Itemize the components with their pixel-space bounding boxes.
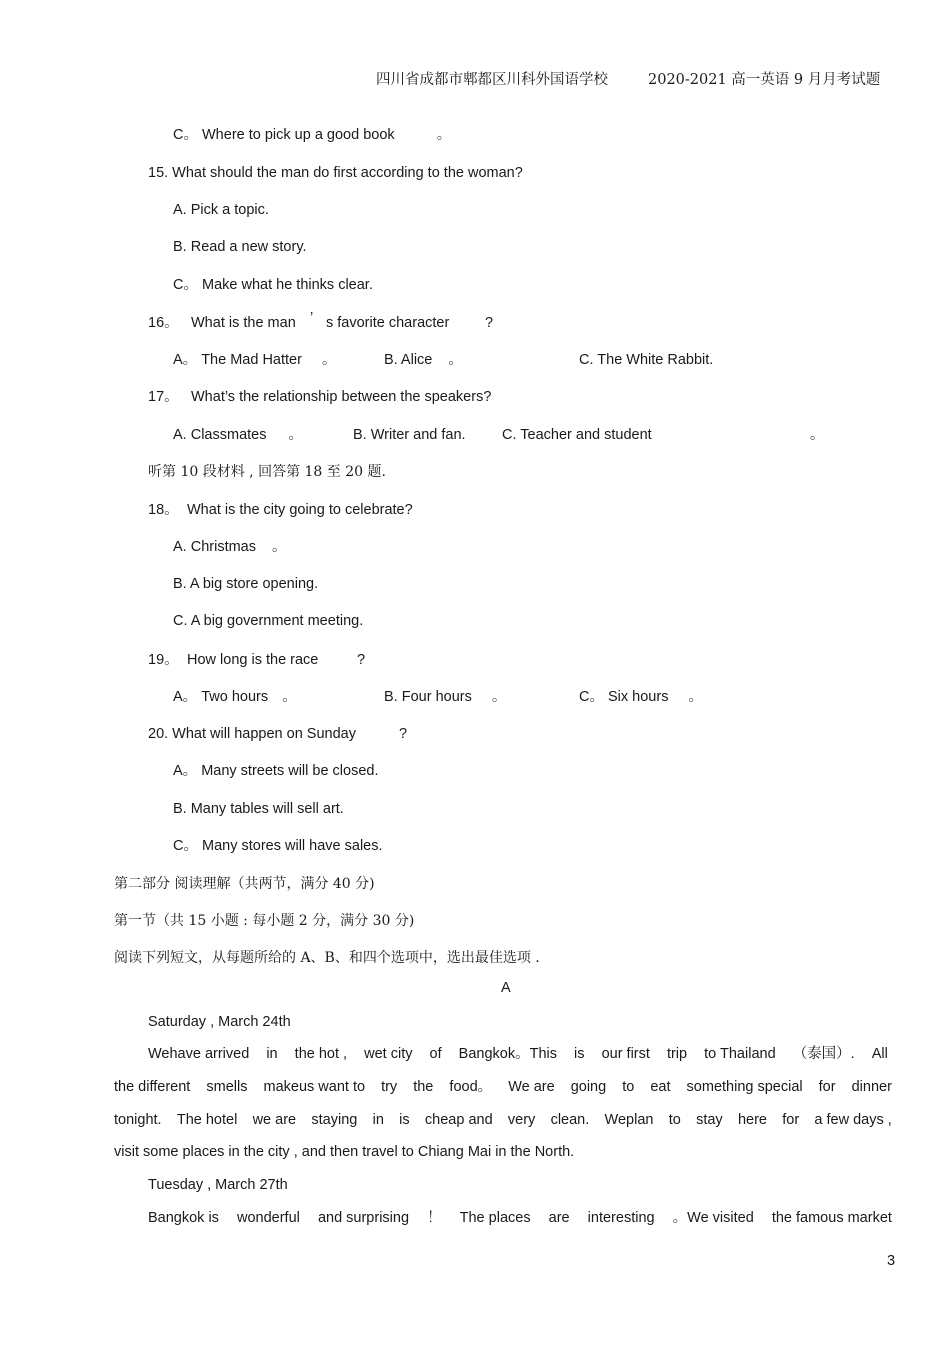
q16-apostrophe: ’	[310, 310, 314, 326]
passage-word: wet city	[364, 1046, 413, 1062]
passage-word: is	[574, 1046, 585, 1062]
part2-title: 第二部分 阅读理解（共两节，满分 40 分)	[114, 876, 375, 892]
passage-label: A	[501, 980, 511, 996]
q19-option-c-text: C。 Six hours	[579, 689, 669, 705]
passage-para2-line1	[148, 1209, 892, 1227]
passage-word: Wehave arrived	[148, 1046, 250, 1062]
passage-date-1: Saturday , March 24th	[148, 1014, 291, 1030]
passage-word: trip	[666, 1046, 688, 1062]
passage-word: are	[548, 1210, 570, 1226]
q16-option-a	[173, 351, 336, 369]
q15-stem: 15. What should the man do first according to the woman?	[148, 165, 523, 181]
q18-number: 18。	[148, 502, 179, 518]
part2-instruction: 阅读下列短文，从每题所给的 A、B、和四个选项中，选出最佳选项 .	[114, 950, 540, 966]
q17-number: 17。	[148, 389, 179, 405]
q20-stem: 20. What will happen on Sunday	[148, 726, 356, 742]
q15-option-c: C。 Make what he thinks clear.	[173, 277, 373, 293]
passage-word: Weplan	[604, 1112, 654, 1128]
passage-word: of	[429, 1046, 442, 1062]
q19-question-mark: ?	[357, 652, 366, 668]
header-exam-title: 2020-2021 高一英语 9 月月考试题	[648, 72, 881, 88]
q16-option-b-end: 。	[448, 352, 463, 368]
q19-option-b-end: 。	[491, 689, 507, 705]
passage-word: clean.	[550, 1112, 590, 1128]
passage-word: food。	[449, 1079, 493, 1095]
q19-option-b-text: B. Four hours	[384, 689, 472, 705]
page-number: 3	[887, 1253, 896, 1269]
passage-word: to	[622, 1079, 635, 1095]
q19-option-a-end: 。	[282, 689, 297, 705]
passage-word: for	[818, 1079, 836, 1095]
q18-option-c: C. A big government meeting.	[173, 613, 364, 629]
passage-word: The hotel	[176, 1112, 238, 1128]
q19-option-b	[384, 688, 506, 706]
passage-word: stay	[696, 1112, 723, 1128]
q19-option-a	[173, 688, 297, 706]
passage-word: something special	[686, 1079, 803, 1095]
passage-word: smells	[206, 1079, 248, 1095]
q20-option-b: B. Many tables will sell art.	[173, 801, 344, 817]
q19-number: 19。	[148, 652, 179, 668]
q20-option-a: A。 Many streets will be closed.	[173, 763, 379, 779]
q15-option-b: B. Read a new story.	[173, 239, 307, 255]
passage-word: eat	[650, 1079, 671, 1095]
q16-option-a-text: A。 The Mad Hatter	[173, 352, 302, 368]
q16-stem-a: What is the man	[191, 315, 296, 331]
passage-word: and surprising	[317, 1210, 410, 1226]
q18-option-a-text: A. Christmas	[173, 539, 256, 555]
passage-word: the hot ,	[294, 1046, 348, 1062]
passage-word: tonight.	[114, 1112, 162, 1128]
q16-number: 16。	[148, 315, 179, 331]
q18-option-a	[173, 538, 287, 556]
passage-word: dinner	[851, 1079, 892, 1095]
q16-option-b	[384, 351, 463, 369]
header-school: 四川省成都市郫都区川科外国语学校	[376, 72, 608, 88]
passage-word: All	[871, 1046, 888, 1062]
part2-section1: 第一节（共 15 小题 : 每小题 2 分，满分 30 分)	[114, 913, 415, 929]
passage-word: to Thailand	[704, 1046, 776, 1062]
passage-word: a few days ,	[814, 1112, 892, 1128]
q16-stem-b: s favorite character	[326, 315, 450, 331]
passage-word: we are	[252, 1112, 297, 1128]
listening-instruction-10: 听第 10 段材料 , 回答第 18 至 20 题.	[148, 464, 386, 480]
q14-option-c-end: 。	[436, 127, 452, 143]
q16-option-b-text: B. Alice	[384, 352, 433, 368]
passage-word: for	[782, 1112, 800, 1128]
q18-option-b: B. A big store opening.	[173, 576, 319, 592]
q14-option-c	[173, 126, 451, 144]
q19-option-c	[579, 688, 703, 706]
passage-word: The places	[459, 1210, 531, 1226]
passage-word: makeus want to	[263, 1079, 366, 1095]
q15-option-a: A. Pick a topic.	[173, 202, 269, 218]
passage-para1-line2	[114, 1078, 892, 1096]
passage-word: We are	[508, 1079, 555, 1095]
passage-word: going	[570, 1079, 607, 1095]
passage-word: wonderful	[237, 1210, 300, 1226]
q19-stem: How long is the race	[187, 652, 319, 668]
passage-word: very	[507, 1112, 536, 1128]
q16-question-mark: ?	[485, 315, 494, 331]
q14-option-c-text: C。 Where to pick up a good book	[173, 127, 395, 143]
passage-word: to	[668, 1112, 681, 1128]
q17-option-c: C. Teacher and student	[502, 427, 652, 443]
q17-stem: What’s the relationship between the speakers?	[191, 389, 492, 405]
q17-option-a	[173, 426, 303, 444]
passage-word: staying	[311, 1112, 358, 1128]
q18-stem: What is the city going to celebrate?	[187, 502, 413, 518]
passage-word: （泰国）.	[792, 1046, 855, 1062]
passage-word: in	[372, 1112, 384, 1128]
passage-para1-line3	[114, 1111, 892, 1129]
q16-option-a-end: 。	[321, 352, 337, 368]
q19-option-c-end: 。	[688, 689, 703, 705]
passage-word: try	[381, 1079, 398, 1095]
passage-word: the different	[114, 1079, 191, 1095]
passage-para1-line1	[148, 1045, 888, 1063]
q20-option-c: C。 Many stores will have sales.	[173, 838, 383, 854]
passage-date-2: Tuesday , March 27th	[148, 1177, 288, 1193]
q17-option-a-text: A. Classmates	[173, 427, 267, 443]
q16-option-c: C. The White Rabbit.	[579, 352, 714, 368]
q20-question-mark: ?	[399, 726, 408, 742]
passage-word: in	[266, 1046, 278, 1062]
passage-word: the famous market	[771, 1210, 892, 1226]
passage-word: the	[413, 1079, 434, 1095]
passage-word: ！	[427, 1210, 442, 1226]
passage-word: Bangkok。This	[458, 1046, 557, 1062]
q17-option-a-end: 。	[288, 427, 304, 443]
q18-option-a-end: 。	[272, 539, 287, 555]
passage-word: here	[737, 1112, 767, 1128]
passage-word: our first	[601, 1046, 650, 1062]
passage-para1-line4: visit some places in the city , and then travel to Chiang Mai in the North.	[114, 1144, 575, 1160]
q17-option-c-end: 。	[810, 427, 825, 443]
passage-word: 。We visited	[672, 1210, 754, 1226]
passage-word: is	[399, 1112, 410, 1128]
passage-word: cheap and	[424, 1112, 493, 1128]
q17-option-b: B. Writer and fan.	[353, 427, 466, 443]
q19-option-a-text: A。 Two hours	[173, 689, 269, 705]
passage-word: interesting	[587, 1210, 655, 1226]
passage-word: Bangkok is	[148, 1210, 219, 1226]
